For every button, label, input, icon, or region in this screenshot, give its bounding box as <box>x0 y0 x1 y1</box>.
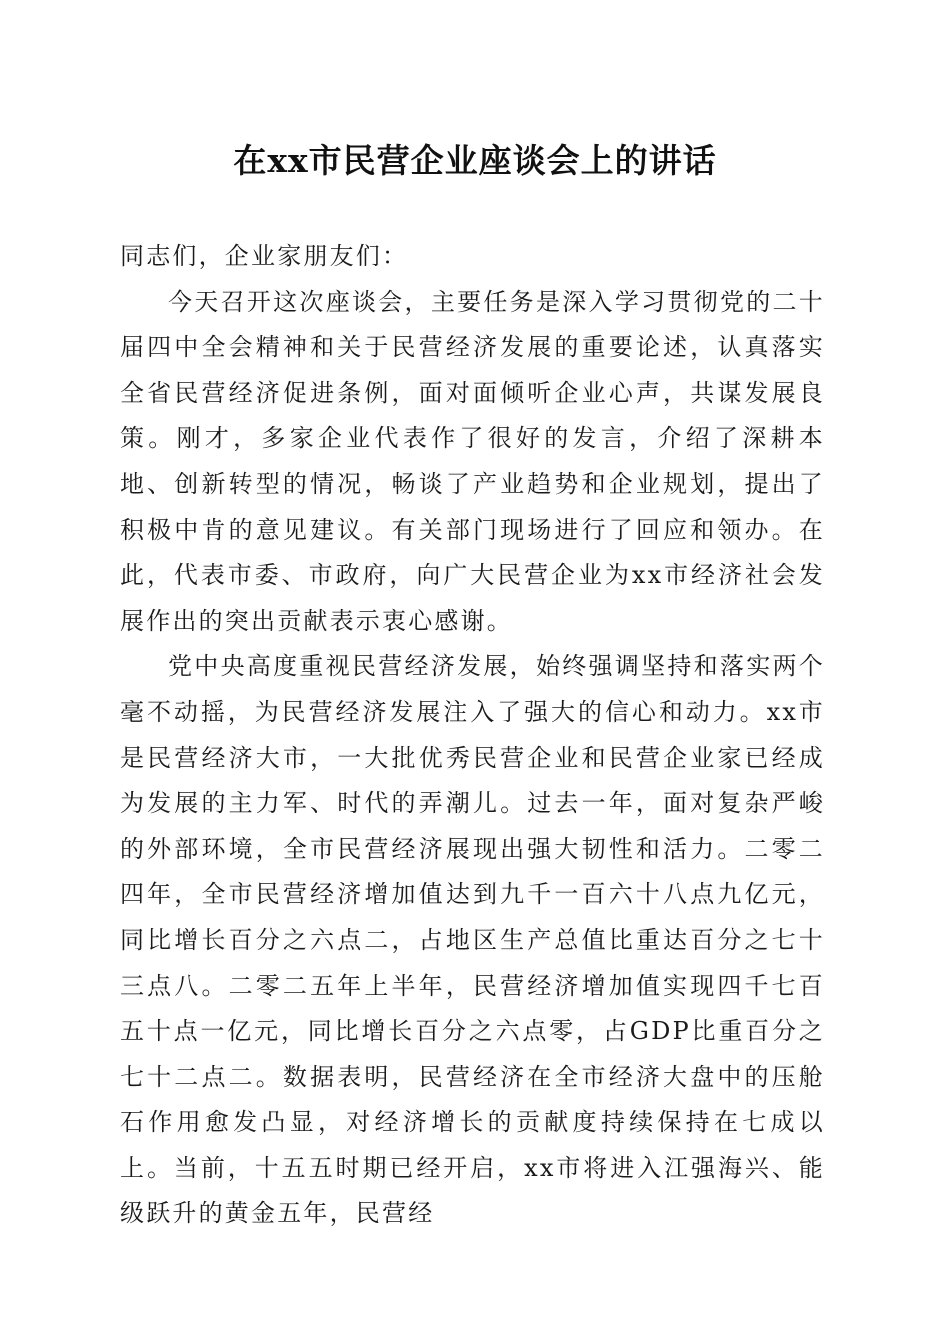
document-body <box>120 234 825 1237</box>
paragraph-2: 党中央高度重视民营经济发展，始终强调坚持和落实两个毫不动摇，为民营经济发展注入了强大的信心和动力。xx市是民营经济大市，一大批优秀民营企业和民营企业家已经成为发展的主力军、时代的弄潮儿。过去一年，面对复杂严峻的外部环境，全市民营经济展现出强大韧性和活力。二零二四年，全市民营经济增加值达到九千一百六十八点九亿元，同比增长百分之六点二，占地区生产总值比重达百分之七十三点八。二零二五年上半年，民营经济增加值实现四千七百五十点一亿元，同比增长百分之六点零，占GDP比重百分之七十二点二。数据表明，民营经济在全市经济大盘中的压舱石作用愈发凸显，对经济增长的贡献度持续保持在七成以上。当前，十五五时期已经开启，xx市将进入江强海兴、能级跃升的黄金五年，民营经 <box>120 652 825 1228</box>
paragraph-1: 今天召开这次座谈会，主要任务是深入学习贯彻党的二十届四中全会精神和关于民营经济发展的重要论述，认真落实全省民营经济促进条例，面对面倾听企业心声，共谋发展良策。刚才，多家企业代表作了很好的发言，介绍了深耕本地、创新转型的情况，畅谈了产业趋势和企业规划，提出了积极中肯的意见建议。有关部门现场进行了回应和领办。在此，代表市委、市政府，向广大民营企业为xx市经济社会发展作出的突出贡献表示衷心感谢。 <box>120 287 825 635</box>
document-title: 在xx市民营企业座谈会上的讲话 <box>233 141 717 180</box>
salutation: 同志们，企业家朋友们： <box>120 242 409 270</box>
